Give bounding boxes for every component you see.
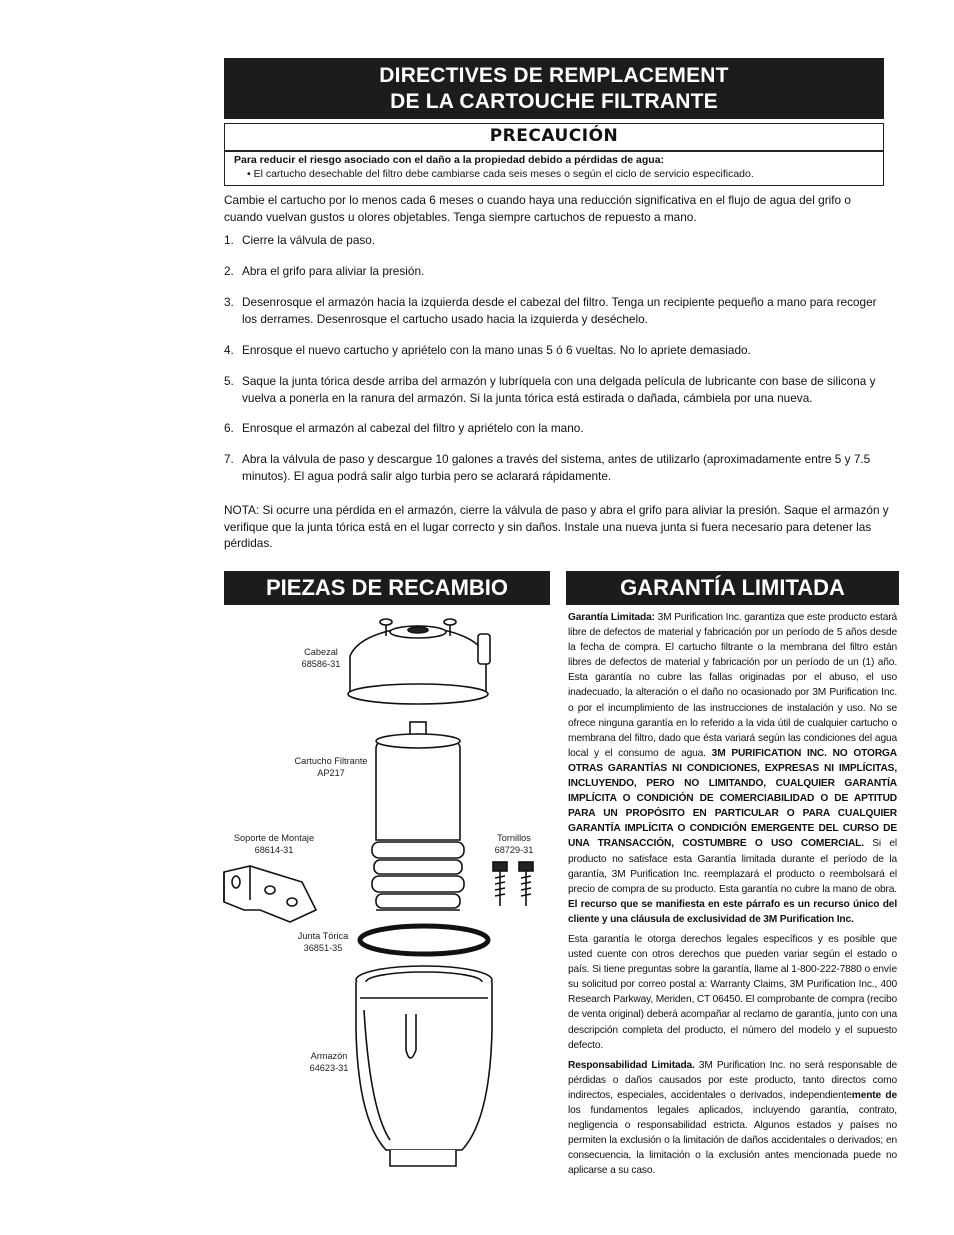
warranty-paragraph-1 bbox=[568, 610, 897, 927]
warranty-text-run: 3M Purification Inc. garantiza que este producto estará libre de defectos de material y fabricación por un período de 5 años desde la fecha de compra. El cartucho filtrante o la membrana del filtro están libres de defectos de material y fabricación por un período de un (1) año. Esta garantía no cubre las fallas originadas por el abuso, el uso inadecuado, la alteración o el daño no ocasionado por 3M Purification Inc. o por el incumplimiento de las instrucciones de instalación y uso. No se ofrece ninguna garantía en lo referido a la vida útil de cualquier cartucho o membrana del filtro, dado que ésta variará según las condiciones del agua local y el consumo de agua. bbox=[568, 612, 897, 759]
caution-bullet: • El cartucho desechable del filtro debe cambiarse cada seis meses o según el ciclo de servicio especificado. bbox=[247, 168, 754, 180]
list-item bbox=[224, 263, 889, 280]
list-item bbox=[224, 451, 889, 484]
label-armazon bbox=[298, 1050, 360, 1074]
caution-lead: Para reducir el riesgo asociado con el daño a la propiedad debido a pérdidas de agua: bbox=[234, 154, 665, 166]
step-number: 3. bbox=[224, 295, 234, 309]
parts-heading: PIEZAS DE RECAMBIO bbox=[224, 571, 550, 605]
filter-cartridge-drawing bbox=[372, 722, 464, 910]
filter-housing-drawing bbox=[356, 966, 492, 1166]
step-number: 6. bbox=[224, 421, 234, 435]
caution-heading: PRECAUCIÓN bbox=[489, 126, 619, 146]
part-number: 64623-31 bbox=[309, 1063, 349, 1073]
part-number: 68614-31 bbox=[254, 845, 294, 855]
warranty-label: Garantía Limitada: bbox=[568, 612, 655, 623]
label-tornillos bbox=[486, 832, 542, 856]
page-title-line-2: DE LA CARTOUCHE FILTRANTE bbox=[390, 90, 718, 113]
liability-label: Responsabilidad Limitada. bbox=[568, 1059, 695, 1071]
warranty-bold-run: El recurso que se manifiesta en este párrafo es un recurso único del cliente y una cláusula de exclusividad de 3M Purification Inc. bbox=[568, 898, 897, 925]
warranty-bold-run: 3M PURIFICATION INC. NO OTORGA OTRAS GARANTÍAS NI CONDICIONES, EXPRESAS NI IMPLÍCITAS, INCLUYENDO, PERO NO LIMITANDO, CUALQUIER GARANTÍA IMPLÍCITA O CONDICIÓN DE COMERCIABILIDAD O DE APTITUD PARA UN PROPÓSITO EN PARTICULAR O PARA CUALQUIER GARANTÍA IMPLÍCITA O CONDICIÓN EMERGENTE DEL CURSO DE UNA TRANSACCIÓN, COSTUMBRE O USO COMERCIAL. bbox=[568, 747, 898, 850]
part-number: 36851-35 bbox=[303, 943, 343, 953]
list-item bbox=[224, 420, 889, 437]
list-item bbox=[224, 373, 889, 406]
parts-diagram bbox=[210, 610, 550, 1180]
step-text: Enrosque el armazón al cabezal del filtro y apriételo con la mano. bbox=[242, 421, 584, 435]
step-text: Abra la válvula de paso y descargue 10 galones a través del sistema, antes de utilizarlo (aproximadamente entre 5 y 7.5 minutos). El agua podrá salir algo turbia pero se aclarará rápidamente. bbox=[242, 452, 871, 483]
part-name: Cartucho Filtrante bbox=[294, 756, 368, 766]
warranty-text-run: Si el producto no satisface esta Garantía limitada durante el período de la garantía, 3M Purification Inc. reemplazará el producto o reembolsará el precio de compra de su producto. Esta garantía no cubre la mano de obra. bbox=[568, 838, 897, 895]
label-soporte bbox=[224, 832, 324, 856]
part-name: Armazón bbox=[310, 1051, 348, 1061]
warranty-heading: GARANTÍA LIMITADA bbox=[566, 571, 899, 605]
warranty-text-run: los fundamentos legales aplicados, incluyendo garantía, contrato, negligencia o responsabilidad estricta. Algunos estados y países no permiten la exclusión o la limitación de daños accidentales o derivados; en consecuencia, la limitación o la exclusión antes mencionada puede no aplicarse a su caso. bbox=[568, 1105, 897, 1177]
list-item bbox=[224, 342, 889, 359]
screws-drawing bbox=[493, 862, 533, 906]
part-number: 68729-31 bbox=[494, 845, 534, 855]
part-name: Soporte de Montaje bbox=[233, 833, 315, 843]
step-number: 2. bbox=[224, 264, 234, 278]
intro-paragraph: Cambie el cartucho por lo menos cada 6 meses o cuando haya una reducción significativa en el flujo de agua del grifo o cuando vuelvan gustos u olores objetables. Tenga siempre cartuchos de repuesto a mano. bbox=[224, 193, 851, 224]
o-ring-drawing bbox=[360, 926, 488, 954]
mounting-bracket-drawing bbox=[224, 866, 316, 922]
step-text: Saque la junta tórica desde arriba del armazón y lubríquela con una delgada película de lubricante con base de silicona y vuelva a ponerla en la ranura del armazón. Si la junta tórica está estirada o dañada, cámbiela por una nueva. bbox=[242, 374, 876, 405]
part-name: Tornillos bbox=[497, 833, 531, 843]
part-name: Cabezal bbox=[304, 647, 338, 657]
part-name: Junta Tórica bbox=[297, 931, 349, 941]
step-number: 1. bbox=[224, 233, 234, 247]
note-paragraph: NOTA: Si ocurre una pérdida en el armazón, cierre la válvula de paso y abra el grifo para aliviar la presión. Saque el armazón y verifique que la junta tórica está en el lugar correcto y sin daños. Instale una nueva junta si fuera necesario para detener las pérdidas. bbox=[224, 503, 889, 550]
warranty-paragraph-3 bbox=[568, 1058, 897, 1179]
list-item bbox=[224, 294, 889, 327]
warranty-bold-run: mente de bbox=[851, 1089, 897, 1101]
step-number: 5. bbox=[224, 374, 234, 388]
page-title bbox=[224, 58, 884, 119]
step-text: Cierre la válvula de paso. bbox=[242, 233, 376, 247]
step-number: 7. bbox=[224, 452, 234, 466]
part-number: 68586-31 bbox=[301, 659, 341, 669]
exploded-filter-drawing bbox=[210, 610, 550, 1180]
step-text: Enrosque el nuevo cartucho y apriételo con la mano unas 5 ó 6 vueltas. No lo apriete demasiado. bbox=[242, 343, 751, 357]
warranty-text bbox=[568, 610, 897, 1183]
step-text: Abra el grifo para aliviar la presión. bbox=[242, 264, 425, 278]
step-text: Desenrosque el armazón hacia la izquierda desde el cabezal del filtro. Tenga un recipiente pequeño a mano para recoger los derrames. Desenrosque el cartucho usado hacia la izquierda y deséchelo. bbox=[242, 295, 877, 326]
filter-head-drawing bbox=[348, 619, 490, 704]
label-cartucho bbox=[280, 755, 382, 779]
caution-box bbox=[224, 123, 884, 186]
warranty-text-run: 3M Purification Inc. no será responsable de pérdidas o daños causados por este producto, tanto directos como indirectos, especiales, accidentales o derivados, independiente bbox=[568, 1059, 897, 1101]
label-junta bbox=[286, 930, 360, 954]
step-number: 4. bbox=[224, 343, 234, 357]
caution-divider bbox=[225, 150, 883, 152]
page-title-line-1: DIRECTIVES DE REMPLACEMENT bbox=[379, 64, 729, 87]
part-number: AP217 bbox=[317, 768, 345, 778]
warranty-paragraph-2: Esta garantía le otorga derechos legales específicos y es posible que usted cuente con otros derechos que pueden variar según el estado o país. Si tiene preguntas sobre la garantía, llame al 1-800-222-7880 o envíe su solicitud por correo postal a: Warranty Claims, 3M Purification Inc., 400 Research Parkway, Meriden, CT 06450. El comprobante de compra (recibo de venta original) deberá acompañar al reclamo de garantía, junto con una descripción completa del producto, el número del modelo y el supuesto defecto. bbox=[568, 933, 898, 1051]
label-cabezal bbox=[286, 646, 356, 670]
list-item bbox=[224, 232, 889, 249]
